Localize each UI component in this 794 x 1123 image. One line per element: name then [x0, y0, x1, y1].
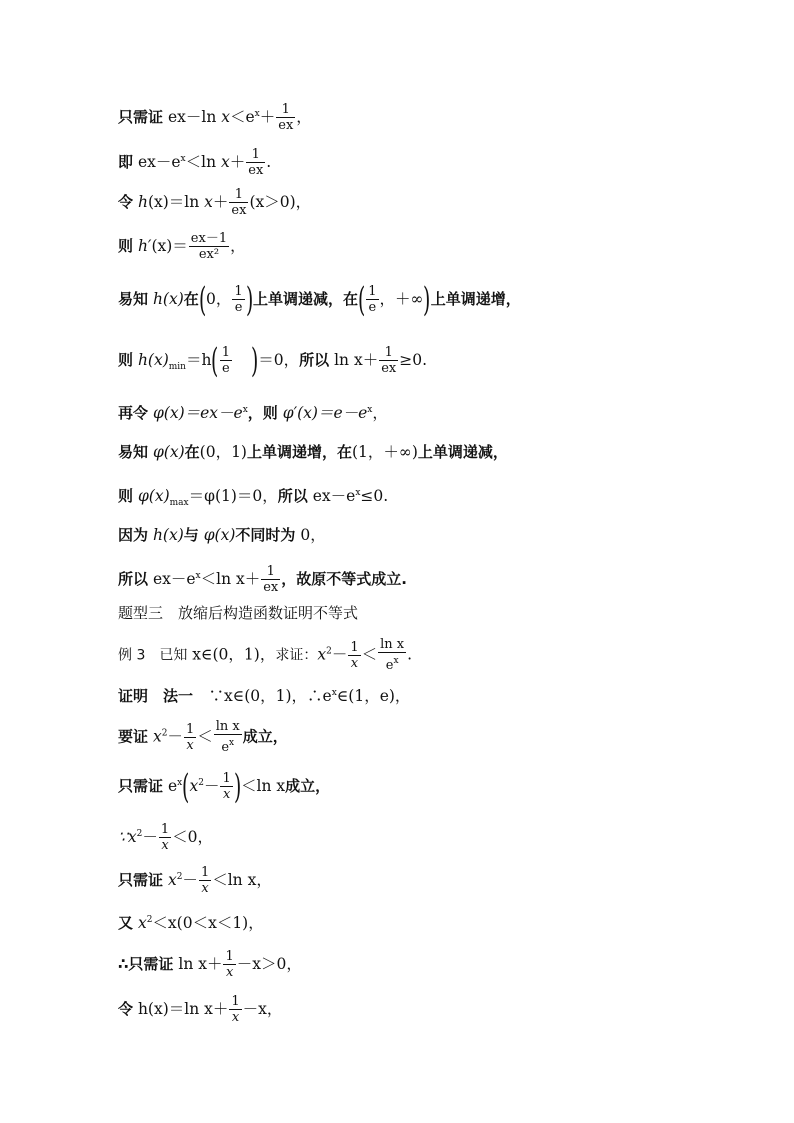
math: h(x)＝ln x＋	[133, 1000, 229, 1018]
fraction-denominator: ex²	[189, 246, 229, 262]
math: ＋	[259, 108, 276, 126]
denominator-base: e	[221, 740, 230, 755]
line-text: ∴只需证	[118, 955, 174, 973]
fraction-denominator: x	[159, 837, 171, 853]
proof-line-8	[118, 442, 508, 462]
fraction-denominator: ex	[278, 118, 294, 133]
fraction-denominator: x	[220, 786, 232, 802]
fraction-denominator: ex	[381, 361, 397, 376]
proof-line-4	[118, 232, 246, 262]
math: ＝ln	[168, 193, 205, 211]
proof-line-9	[118, 483, 388, 513]
math-func: h′	[133, 237, 152, 255]
fraction-denominator: x	[184, 737, 196, 753]
proof-line-15	[118, 720, 288, 755]
math: ln x＋	[173, 955, 223, 973]
fraction-numerator: 1	[384, 345, 393, 360]
math-func: h	[133, 193, 148, 211]
example-statement	[118, 638, 412, 673]
math: h(x)	[148, 526, 184, 544]
proof-line-7	[118, 400, 388, 423]
fraction	[232, 285, 244, 315]
fraction-denominator: e	[366, 299, 378, 315]
fraction-denominator: ex	[231, 203, 247, 218]
math: (x)＝	[151, 237, 188, 255]
math: x	[163, 871, 177, 889]
fraction-numerator: 1	[251, 147, 260, 162]
math: ∵x	[118, 828, 137, 846]
math: －	[203, 777, 220, 795]
line-text: 即	[118, 153, 134, 171]
right-paren: )	[233, 767, 242, 807]
fraction	[199, 866, 211, 896]
math: (x＞0)，	[249, 193, 312, 211]
line-text: 例 3 已知	[118, 647, 188, 664]
fraction-numerator: 1	[281, 102, 290, 117]
fraction-numerator: 1	[350, 639, 359, 655]
fraction-numerator: 1	[221, 345, 231, 360]
line-text: 易知	[118, 290, 149, 308]
math: －	[331, 645, 348, 664]
math: ，	[296, 108, 312, 126]
proof-line-14	[118, 683, 410, 706]
fraction	[220, 772, 232, 802]
line-text: 成立，	[285, 777, 331, 795]
proof-line-1	[118, 103, 312, 133]
line-text: 只需证	[118, 777, 164, 795]
fraction	[261, 565, 280, 595]
fraction	[159, 823, 171, 853]
fraction	[366, 285, 378, 315]
line-text: 因为	[118, 526, 149, 544]
superscript: 2	[146, 915, 153, 925]
line-text: 令	[118, 1000, 134, 1018]
fraction-denominator: x	[223, 964, 235, 980]
fraction-denominator: x	[199, 880, 211, 896]
left-paren: (	[357, 280, 366, 320]
fraction	[214, 720, 242, 755]
superscript: 2	[161, 728, 168, 739]
math: ≤0.	[360, 487, 389, 505]
fraction-numerator: ln x	[215, 719, 240, 734]
proof-line-5	[118, 280, 521, 320]
math-var: x	[204, 193, 213, 211]
math: 0，	[295, 526, 326, 544]
fraction-numerator: 1	[231, 994, 240, 1009]
fraction-denominator: x	[229, 1009, 241, 1025]
math: .	[266, 153, 272, 171]
line-text: 又	[118, 914, 134, 932]
math: x	[148, 727, 162, 746]
math: ＝φ(1)＝0，	[188, 487, 278, 505]
superscript: 2	[326, 646, 332, 657]
math: ex－ln	[163, 108, 222, 126]
fraction-numerator: 1	[160, 822, 170, 837]
fraction	[378, 638, 406, 673]
line-text: 则	[118, 351, 134, 369]
right-paren: )	[251, 341, 259, 381]
math: ＜ln x，	[212, 871, 272, 889]
fraction-numerator: 1	[266, 564, 275, 579]
fraction-numerator: 1	[234, 187, 244, 202]
line-text: 不同时为	[235, 526, 296, 544]
line-text: 所以	[277, 487, 308, 505]
math: φ′(x)＝e－e	[277, 404, 368, 422]
line-text: 只需证	[118, 108, 164, 126]
math: ，	[230, 237, 246, 255]
line-text: 上单调递减，	[417, 443, 508, 461]
math: －	[142, 828, 158, 846]
line-text: 要证	[118, 727, 149, 746]
math: ＝h	[185, 351, 212, 369]
math-func: h(x)	[133, 351, 169, 369]
math: ＋	[212, 193, 229, 211]
fraction	[379, 346, 398, 376]
math: ，＋∞	[379, 290, 424, 308]
left-paren: (	[211, 341, 219, 381]
fraction-numerator: ex－1	[190, 231, 228, 246]
line-text: 与	[183, 526, 199, 544]
denominator-base: e	[385, 658, 394, 673]
fraction	[220, 346, 232, 376]
superscript: x	[195, 571, 201, 581]
math: ＜x(0＜x＜1)，	[152, 914, 264, 932]
math: ex－e	[133, 153, 181, 171]
line-text: 所以	[299, 351, 330, 369]
math-func: h(x)	[148, 290, 184, 308]
superscript: 2	[136, 829, 143, 839]
math: φ(x)＝ex－e	[148, 404, 243, 422]
math-var: x	[220, 153, 230, 171]
line-text: 则	[118, 237, 134, 255]
math: x	[317, 645, 327, 664]
line-text: 所以	[118, 570, 149, 588]
fraction-numerator: 1	[234, 284, 243, 299]
superscript: x	[331, 688, 337, 698]
subscript: min	[168, 362, 186, 372]
math: ＋	[229, 153, 246, 171]
fraction	[189, 232, 229, 262]
superscript: x	[367, 405, 373, 415]
superscript: x	[393, 656, 399, 666]
math: ＜	[361, 645, 378, 664]
proof-line-6	[118, 341, 428, 381]
line-text: ，故原不等式成立.	[281, 570, 407, 588]
math: ≥0.	[399, 351, 428, 369]
math: ex－e	[307, 487, 356, 505]
fraction	[229, 995, 241, 1025]
fraction-denominator: ex	[248, 163, 264, 178]
math: .	[407, 645, 413, 664]
math: ex－e	[148, 570, 196, 588]
line-text: 只需证	[118, 871, 164, 889]
right-paren: )	[423, 280, 431, 320]
math: ＝0，	[258, 351, 300, 369]
math: ＜ln x＋	[200, 570, 261, 588]
line-text: 上单调递减，在	[252, 290, 358, 308]
math: x	[133, 914, 147, 932]
fraction	[246, 148, 265, 178]
line-text: 在	[183, 290, 199, 308]
line-text: 则	[118, 487, 134, 505]
proof-line-10	[118, 525, 326, 545]
math: ln x＋	[329, 351, 379, 369]
line-text: 在	[184, 443, 200, 461]
fraction-denominator: ex	[263, 580, 279, 595]
superscript: 2	[198, 778, 204, 788]
math: φ(x)	[148, 443, 185, 461]
fraction	[184, 723, 196, 753]
superscript: x	[177, 778, 183, 788]
proof-line-11	[118, 565, 407, 595]
fraction-numerator: 1	[185, 721, 195, 737]
fraction-numerator: 1	[225, 949, 234, 964]
proof-line-20	[118, 950, 302, 980]
math: (x)	[147, 193, 169, 211]
superscript: 2	[176, 872, 183, 882]
left-paren: (	[198, 280, 207, 320]
line-text: 上单调递增，	[430, 290, 521, 308]
proof-line-19	[118, 910, 264, 933]
math: (1，＋∞)	[352, 443, 418, 461]
math: －x＞0，	[236, 955, 302, 973]
superscript: x	[254, 109, 260, 119]
right-paren: )	[245, 280, 253, 320]
proof-line-21	[118, 995, 282, 1025]
math: (0，1)	[199, 443, 247, 461]
fraction	[229, 188, 248, 218]
math: ＜0，	[172, 828, 214, 846]
fraction-numerator: 1	[200, 865, 210, 880]
math: ∈(1，e)，	[336, 687, 411, 705]
math: φ(x)	[133, 487, 170, 505]
left-paren: (	[182, 767, 190, 807]
fraction-numerator: ln x	[380, 637, 405, 652]
math: e	[163, 777, 178, 795]
math: φ(x)	[198, 526, 236, 544]
subscript: max	[169, 498, 189, 508]
math: －x，	[242, 1000, 283, 1018]
math: ∵x∈(0，1)，∴e	[193, 687, 332, 705]
superscript: x	[180, 154, 186, 164]
math: x	[189, 777, 199, 795]
line-text: 上单调递增，在	[246, 443, 352, 461]
fraction	[276, 103, 295, 133]
math: ＜	[197, 727, 213, 746]
math: ，	[372, 404, 388, 422]
proof-line-16	[118, 767, 331, 807]
math: ＜ln x	[241, 777, 286, 795]
line-text: 易知	[118, 443, 149, 461]
superscript: x	[242, 405, 248, 415]
section-heading: 题型三 放缩后构造函数证明不等式	[118, 604, 359, 622]
fraction-denominator	[214, 734, 242, 755]
math: －	[182, 871, 198, 889]
fraction-denominator: e	[220, 360, 232, 376]
line-text: 再令	[118, 404, 149, 422]
fraction	[223, 950, 235, 980]
proof-line-18	[118, 866, 272, 896]
line-text: 证明 法一	[118, 687, 194, 705]
line-text: ，则	[247, 404, 278, 422]
superscript: x	[229, 738, 235, 748]
fraction	[348, 641, 360, 671]
math: ＜ln	[185, 153, 221, 171]
math: x∈(0，1)，	[187, 645, 276, 664]
proof-line-17	[118, 823, 213, 853]
fraction-numerator: 1	[368, 284, 377, 299]
fraction-denominator: x	[348, 655, 360, 671]
fraction-denominator: e	[232, 299, 244, 315]
line-text: 成立，	[242, 727, 288, 746]
fraction-numerator: 1	[222, 771, 231, 786]
proof-line-3	[118, 188, 311, 218]
superscript: x	[355, 488, 361, 498]
math: －	[167, 727, 183, 746]
math: 0，	[206, 290, 232, 308]
math: ＜e	[229, 108, 255, 126]
proof-line-2	[118, 148, 271, 178]
math-var: x	[221, 108, 230, 126]
line-text: 求证：	[275, 647, 318, 664]
line-text: 令	[118, 193, 134, 211]
fraction-denominator	[378, 652, 406, 673]
